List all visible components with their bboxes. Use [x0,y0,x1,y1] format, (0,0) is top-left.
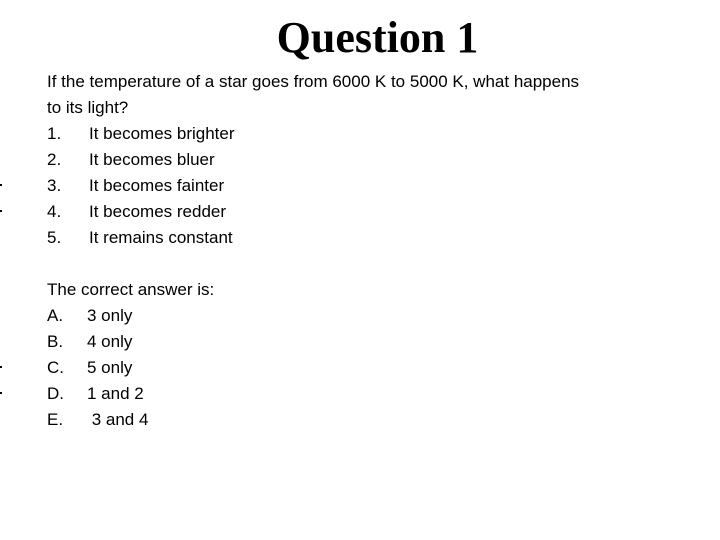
answer-prompt: The correct answer is: [47,280,215,299]
answer-text: 3 only [87,306,133,325]
option-number: 1. [47,124,62,143]
answer-letter: B. [47,332,64,351]
option-text: It becomes bluer [89,150,215,169]
answer-item-c [47,355,647,381]
option-item-5 [47,225,647,251]
option-text: It remains constant [89,228,233,247]
spacer [47,251,647,277]
question-text-line-2: to its light? [47,98,129,117]
answer-text: 3 and 4 [87,410,149,429]
option-item-4 [47,199,647,225]
option-text: It becomes redder [89,202,227,221]
answer-item-a [47,303,647,329]
option-item-3 [47,173,647,199]
option-text: It becomes fainter [89,176,225,195]
answer-letter: E. [47,410,64,429]
answer-item-b [47,329,647,355]
answer-item-e [47,407,647,433]
answer-letter: D. [47,384,64,403]
answer-item-d [47,381,647,407]
question-block [47,69,647,433]
option-item-1 [47,121,647,147]
answer-text: 1 and 2 [87,384,144,403]
answer-letter: C. [47,358,64,377]
option-number: 5. [47,228,62,247]
option-number: 4. [47,202,62,221]
edge-mark [0,366,2,368]
option-number: 3. [47,176,62,195]
option-number: 2. [47,150,62,169]
option-item-2 [47,147,647,173]
option-text: It becomes brighter [89,124,235,143]
slide-title: Question 1 [276,13,479,62]
answer-letter: A. [47,306,64,325]
edge-mark [0,184,2,186]
answer-text: 4 only [87,332,133,351]
question-text-line-1: If the temperature of a star goes from 6000 K to 5000 K, what happens [47,72,580,91]
edge-mark [0,392,2,394]
edge-mark [0,210,2,212]
answer-text: 5 only [87,358,133,377]
